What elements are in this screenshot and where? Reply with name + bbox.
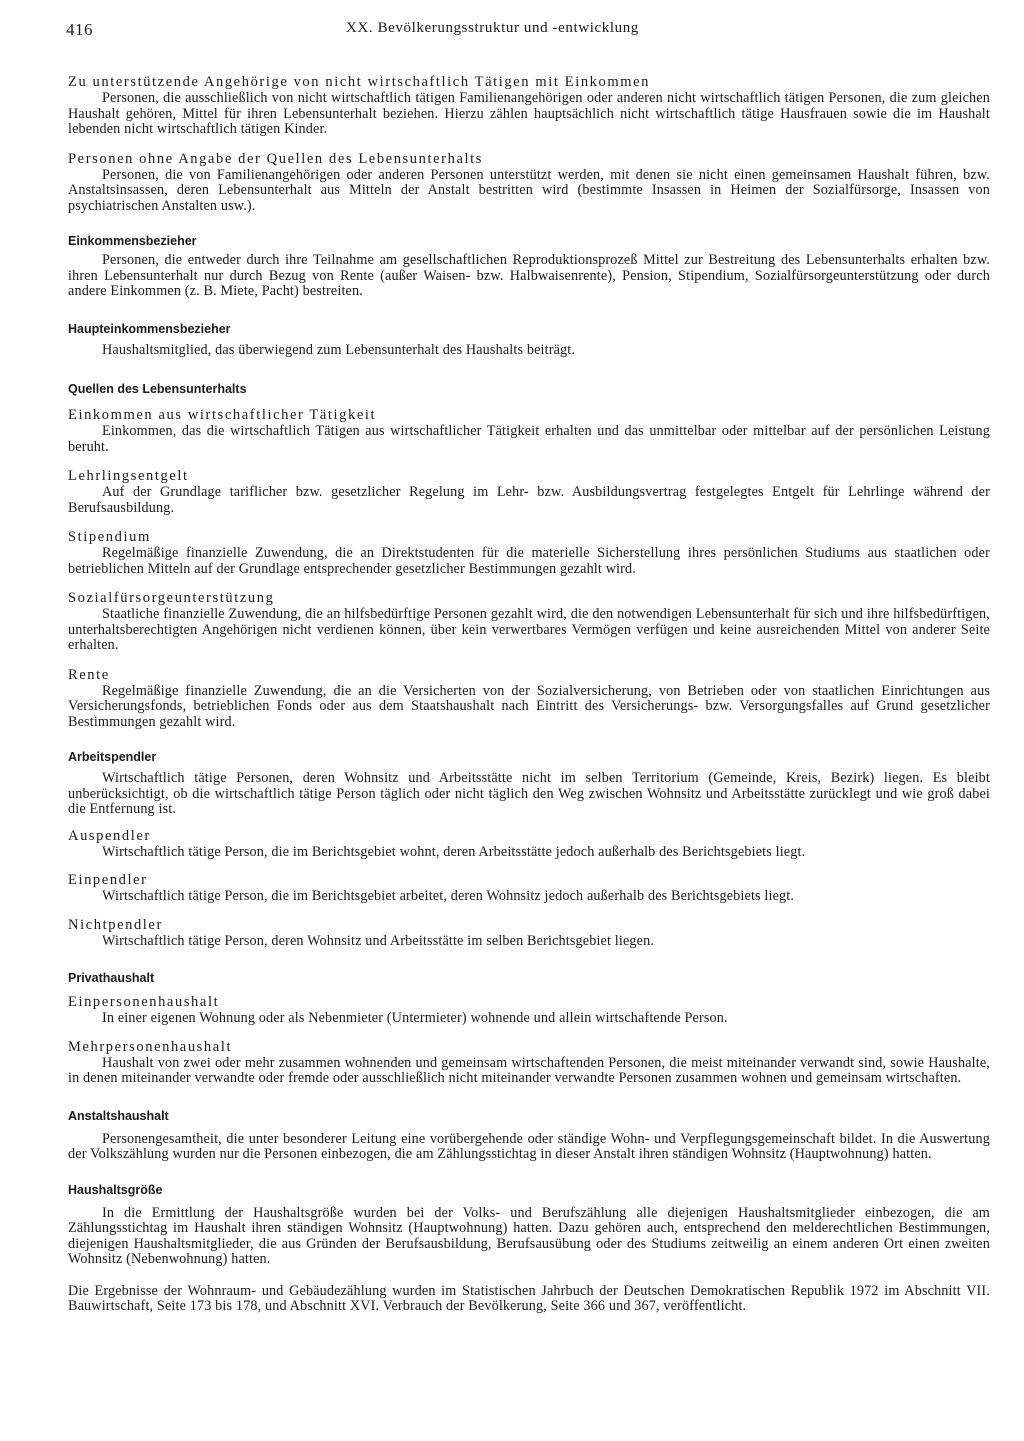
section-heading: Quellen des Lebensunterhalts [68,382,247,396]
section-heading: Anstaltshaushalt [68,1108,169,1123]
section-block [68,750,990,818]
term-title: Einkommen aus wirtschaftlicher Tätigkeit [68,407,377,423]
term-block [68,917,990,950]
term-definition: Auf der Grundlage tariflicher bzw. gesetzlicher Regelung im Lehr- bzw. Ausbildungsvertrag festgelegtes Entgelt für Lehrlinge während der Berufsausbildung. [68,484,990,516]
section-block [68,1109,990,1163]
section-heading: Einkommensbezieher [68,234,197,248]
section-definition: In die Ermittlung der Haushaltsgröße wurden bei der Volks- und Berufszählung alle diejenigen Haushaltsmitglieder einbezogen, die am Zählungsstichtag im Haushalt ihren ständigen Wohnsitz (Hauptwohnung) hatten. Dazu gehören auch, entsprechend den melderechtlichen Bestimmungen, diejenigen Haushaltsmitglieder, die aus Gründen der Berufsausbildung, Berufsausübung oder des Studiums zeitweilig an einem anderen Ort einen zweiten Wohnsitz (Nebenwohnung) hatten. [68,1204,990,1267]
term-definition: Einkommen, das die wirtschaftlich Tätigen aus wirtschaftlicher Tätigkeit erhalten und das unmittelbar oder mittelbar auf der persönlichen Leistung beruht. [68,423,990,455]
running-title: XX. Bevölkerungsstruktur und -entwicklung [346,20,639,36]
final-note: Die Ergebnisse der Wohnraum- und Gebäudezählung wurden im Statistischen Jahrbuch der Deutschen Demokratischen Republik 1972 im Abschnitt VII. Bauwirtschaft, Seite 173 bis 178, und Abschnitt XVI. Verbrauch der Bevölkerung, Seite 366 und 367, veröffentlicht. [68,1282,990,1314]
section-heading: Arbeitspendler [68,750,157,764]
term-block [68,407,990,455]
term-block [68,872,990,905]
section-heading: Privathaushalt [68,971,155,985]
term-block [68,590,990,654]
term-block [68,529,990,577]
section-block [68,382,990,397]
term-title: Stipendium [68,529,151,545]
term-definition: Wirtschaftlich tätige Person, die im Berichtsgebiet arbeitet, deren Wohnsitz jedoch außerhalb des Berichtsgebiets liegt. [102,888,795,904]
term-title: Auspendler [68,827,151,844]
term-block [68,468,990,516]
section-definition: Haushaltsmitglied, das überwiegend zum Lebensunterhalt des Haushalts beiträgt. [102,341,576,358]
term-definition: In einer eigenen Wohnung oder als Nebenmieter (Untermieter) wohnende und allein wirtschaftende Person. [102,1010,728,1026]
term-title: Rente [68,666,110,683]
term-definition: Personen, die ausschließlich von nicht wirtschaftlich tätigen Familienangehörigen oder anderen nicht wirtschaftlich tätigen Personen, die zum gleichen Haushalt gehören, Mittel für ihren Lebensunterhalt beziehen. Hierzu zählen hauptsächlich nicht wirtschaftlich tätige Hausfrauen sowie die im Haushalt lebenden nicht wirtschaftlich tätigen Kinder. [68,90,990,137]
term-definition: Regelmäßige finanzielle Zuwendung, die an die Versicherten von der Sozialversicherung, von Betrieben oder von staatlichen Einrichtungen aus Versicherungsfonds, betrieblichen Fonds oder aus dem Staatshaushalt nach Eintritt des Versicherungs- bzw. Versorgungsfalles auf Grund gesetzlicher Bestimmungen gezahlt wird. [68,682,990,730]
term-definition: Wirtschaftlich tätige Person, die im Berichtsgebiet wohnt, deren Arbeitsstätte jedoch außerhalb des Berichtsgebiets liegt. [102,843,806,860]
section-block [68,971,990,986]
term-block [68,1039,990,1087]
term-block [68,828,990,861]
term-title: Lehrlingsentgelt [68,468,189,484]
term-title: Einpendler [68,872,148,888]
term-definition: Wirtschaftlich tätige Person, deren Wohnsitz und Arbeitsstätte im selben Berichtsgebiet liegen. [102,932,655,949]
section-heading: Haupteinkommensbezieher [68,321,231,336]
term-block [68,74,990,138]
section-definition: Wirtschaftlich tätige Personen, deren Wohnsitz und Arbeitsstätte nicht im selben Territorium (Gemeinde, Kreis, Bezirk) liegen. Es bleibt unberücksichtigt, ob die wirtschaftlich tätige Person täglich oder nicht täglich den Weg zwischen Wohnsitz und Arbeitsstätte zurücklegt und wie groß dabei die Entfernung ist. [68,770,990,817]
term-block [68,151,990,215]
section-block [68,1183,990,1268]
term-title: Personen ohne Angabe der Quellen des Lebensunterhalts [68,150,483,167]
term-title: Nichtpendler [68,916,163,933]
page-header [66,20,990,46]
section-heading: Haushaltsgröße [68,1182,163,1197]
final-note-block [68,1284,990,1315]
term-title: Zu unterstützende Angehörige von nicht wirtschaftlich Tätigen mit Einkommen [68,74,651,90]
term-block [68,667,990,731]
section-definition: Personengesamtheit, die unter besonderer Leitung eine vorübergehende oder ständige Wohn- und Verpflegungsgemeinschaft bildet. In die Auswertung der Volkszählung wurden nur die Personen einbezogen, die am Zählungsstichtag in dieser Anstalt ihren ständigen Wohnsitz (Hauptwohnung) hatten. [68,1130,990,1162]
term-block [68,994,990,1027]
page-content [68,74,990,1315]
term-title: Einpersonenhaushalt [68,994,220,1010]
term-title: Mehrpersonenhaushalt [68,1038,233,1055]
term-definition: Regelmäßige finanzielle Zuwendung, die an Direktstudenten für die materielle Sicherstellung ihres persönlichen Studiums aus staatlichen oder betrieblichen Mitteln auf der Grundlage entsprechender gesetzlicher Bestimmungen gezahlt wird. [68,545,990,577]
term-definition: Staatliche finanzielle Zuwendung, die an hilfsbedürftige Personen gezahlt wird, die den notwendigen Lebensunterhalt für sich und ihre hilfsbedürftigen, unterhaltsberechtigten Angehörigen nicht verdienen können, über kein verwertbares Vermögen verfügen und keine ausreichenden Mittel von anderer Seite erhalten. [68,606,990,653]
section-block [68,322,990,359]
section-block [68,234,990,300]
section-definition: Personen, die entweder durch ihre Teilnahme am gesellschaftlichen Reproduktionsprozeß Mittel zur Bestreitung des Lebensunterhalts erhalten bzw. ihren Lebensunterhalt nur durch Bezug von Rente (außer Waisen- bzw. Halbwaisenrente), Pension, Stipendium, Sozialfürsorgeunterstützung oder durch andere Einkommen (z. B. Miete, Pacht) bestreiten. [68,252,990,299]
term-definition: Haushalt von zwei oder mehr zusammen wohnenden und gemeinsam wirtschaftenden Personen, die meist miteinander verwandt sind, sowie Haushalte, in denen miteinander verwandte oder fremde oder ausschließlich nicht miteinander verwandte Personen zusammen wohnen und gemeinsam wirtschaften. [68,1054,990,1086]
page-number: 416 [66,20,93,39]
term-definition: Personen, die von Familienangehörigen oder anderen Personen unterstützt werden, mit denen sie nicht einen gemeinsamen Haushalt führen, bzw. Anstaltsinsassen, deren Lebensunterhalt aus Mitteln der Anstalt bestritten wird (bestimmte Insassen in Heimen der Sozialfürsorge, Insassen von psychiatrischen Anstalten usw.). [68,166,990,214]
term-title: Sozialfürsorgeunterstützung [68,590,275,606]
